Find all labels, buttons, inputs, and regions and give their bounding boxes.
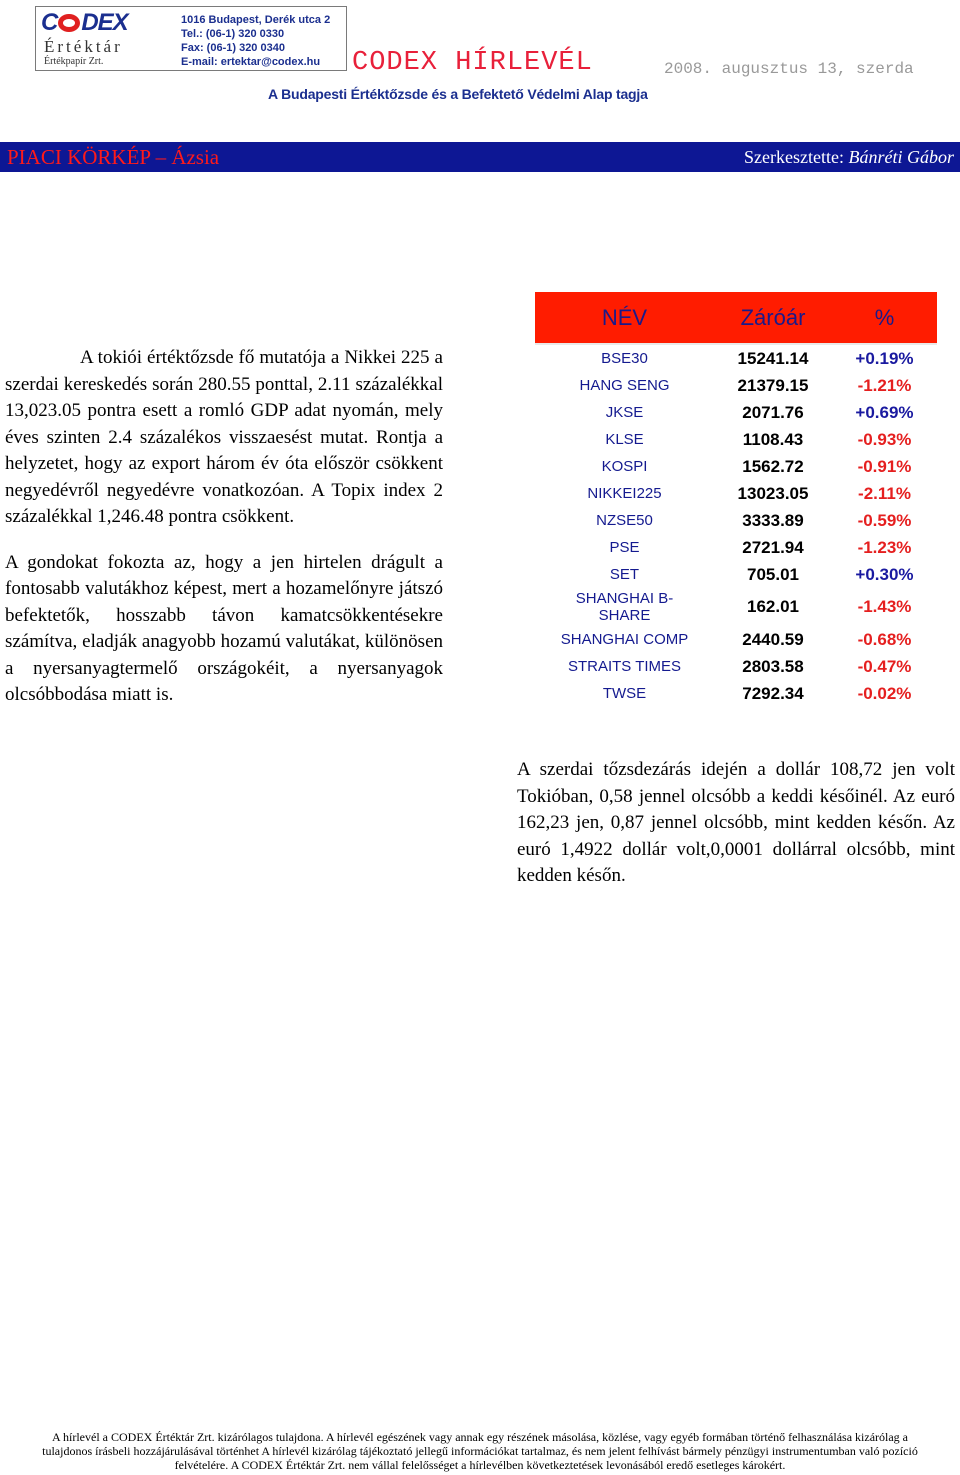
article-left-column [5, 345, 443, 728]
legal-footer [0, 1430, 960, 1472]
index-name: KOSPI [601, 458, 648, 475]
header-percent: % [874, 305, 895, 330]
index-name: PSE [609, 539, 640, 556]
index-change: -2.11% [858, 483, 911, 503]
index-close: 3333.89 [742, 510, 804, 530]
table-row [535, 480, 937, 507]
index-change: -1.43% [857, 597, 912, 616]
table-row [535, 534, 937, 561]
index-change: -0.59% [857, 510, 912, 530]
index-close: 21379.15 [737, 375, 809, 395]
footer-line-3: felvételére. A CODEX Értéktár Zrt. nem vállal felelősséget a hírlevélben következtetések levonásából eredő esetleges károkért. [174, 1458, 786, 1472]
index-change: +0.30% [855, 564, 914, 584]
logo-company-name: Értékpapír Zrt. [44, 56, 104, 67]
index-name: STRAITS TIMES [567, 658, 682, 675]
section-banner [0, 142, 960, 172]
index-name: NZSE50 [596, 512, 653, 529]
section-title: PIACI KÖRKÉP – Ázsia [7, 145, 220, 169]
table-row [535, 626, 937, 653]
index-close: 13023.05 [737, 483, 809, 503]
newsletter-date: 2008. augusztus 13, szerda [664, 60, 914, 78]
index-change: -0.68% [857, 629, 912, 649]
index-table [535, 292, 937, 707]
contact-block [181, 13, 330, 69]
index-name: SET [609, 566, 640, 583]
table-row [535, 345, 937, 372]
index-name: KLSE [605, 431, 644, 448]
newsletter-tagline: A Budapesti Értéktőzsde és a Befektető Védelmi Alap tagja [268, 86, 648, 102]
index-close: 15241.14 [737, 348, 809, 368]
table-row [535, 426, 937, 453]
index-name: SHANGHAI COMP [560, 631, 689, 648]
company-logo [35, 6, 347, 71]
contact-email[interactable]: E-mail: ertektar@codex.hu [181, 56, 321, 68]
table-row [535, 561, 937, 588]
article-right-column [517, 757, 955, 890]
article-paragraph-1: A tokiói értéktőzsde fő mutatója a Nikkei 225 a szerdai kereskedés során 280.55 ponttal, 2.11 százalékkal 13,023.05 pontra esett a romló GDP adat nyomán, mely éves szinten 2.4 százalékos visszaesést mutat. Rontja a helyzetet, hogy az export három év óta először csökkent negyedévről negyedévre vonatkozóan. A Topix index 2 százalékkal 1,246.48 pontra csökkent. [5, 347, 443, 527]
editor-name: Bánréti Gábor [848, 147, 954, 167]
index-close: 1562.72 [742, 456, 804, 476]
contact-address: 1016 Budapest, Derék utca 2 [181, 14, 331, 26]
table-row [535, 453, 937, 480]
index-change: -0.93% [857, 429, 912, 449]
index-close: 2440.59 [742, 629, 804, 649]
index-change: -1.21% [857, 375, 912, 395]
table-row [535, 507, 937, 534]
index-close: 162.01 [747, 597, 799, 616]
footer-line-1: A hírlevél a CODEX Értéktár Zrt. kizárólagos tulajdona. A hírlevél egészének vagy annak egy részének másolása, közlése, vagy egyéb formában történő felhasználása kizárólag a [52, 1430, 908, 1444]
index-change: +0.19% [855, 348, 914, 368]
logo-subtitle: Értéktár [44, 37, 123, 56]
index-name: BSE30 [601, 350, 648, 367]
index-close: 7292.34 [742, 683, 804, 703]
table-header [535, 292, 937, 345]
table-row [535, 588, 937, 626]
contact-tel: Tel.: (06-1) 320 0330 [181, 28, 285, 40]
index-name: JKSE [605, 404, 644, 421]
table-row [535, 399, 937, 426]
article-paragraph-3: A szerdai tőzsdezárás idején a dollár 108,72 jen volt Tokióban, 0,58 jennel olcsóbb a keddi későinél. Az euró 162,23 jen, 0,87 jennel olcsóbb, mint kedden későn. Az euró 1,4922 dollár volt,0,0001 dollárral olcsóbb, mint kedden későn. [517, 759, 955, 886]
index-change: -0.02% [857, 683, 912, 703]
header-close: Záróár [740, 305, 806, 330]
index-close: 2721.94 [742, 537, 804, 557]
index-change: -0.91% [857, 456, 912, 476]
contact-fax: Fax: (06-1) 320 0340 [181, 42, 285, 54]
editor-label: Szerkesztette: [744, 147, 844, 167]
table-row [535, 653, 937, 680]
index-name: NIKKEI225 [587, 485, 662, 502]
index-close: 2803.58 [742, 656, 804, 676]
index-close: 1108.43 [742, 429, 804, 449]
index-name: TWSE [602, 685, 647, 702]
footer-line-2: tulajdonos írásbeli hozzájárulásával történhet A hírlevél kizárólag tájékoztató jellegű információkat tartalmaz, és nem jelent felhívást bármely pénzügyi instrumentumban való pozíció [42, 1444, 918, 1458]
table-row [535, 372, 937, 399]
newsletter-title: CODEX HÍRLEVÉL [352, 48, 593, 78]
index-name: HANG SENG [579, 377, 670, 394]
editor-credit [744, 147, 954, 168]
header-name: NÉV [601, 305, 648, 330]
table-row [535, 680, 937, 707]
index-change: -0.47% [857, 656, 912, 676]
index-name: SHANGHAI B-SHARE [575, 590, 674, 624]
article-paragraph-2: A gondokat fokozta az, hogy a jen hirtelen drágult a fontosabb valutákhoz képest, mert a hozamelőnyre játszó befektetők, hosszabb távon kamatcsökkentésekre számítva, eladják anagyobb hozamú valutákat, különösen a nyersanyagtermelő országokéit, a nyersanyagok olcsóbbodása miatt is. [5, 551, 443, 705]
logo-ring-icon [58, 14, 80, 32]
index-change: +0.69% [855, 402, 914, 422]
logo-wordmark: C DEX [41, 9, 128, 36]
index-close: 2071.76 [742, 402, 804, 422]
index-close: 705.01 [747, 564, 799, 584]
index-change: -1.23% [857, 537, 912, 557]
